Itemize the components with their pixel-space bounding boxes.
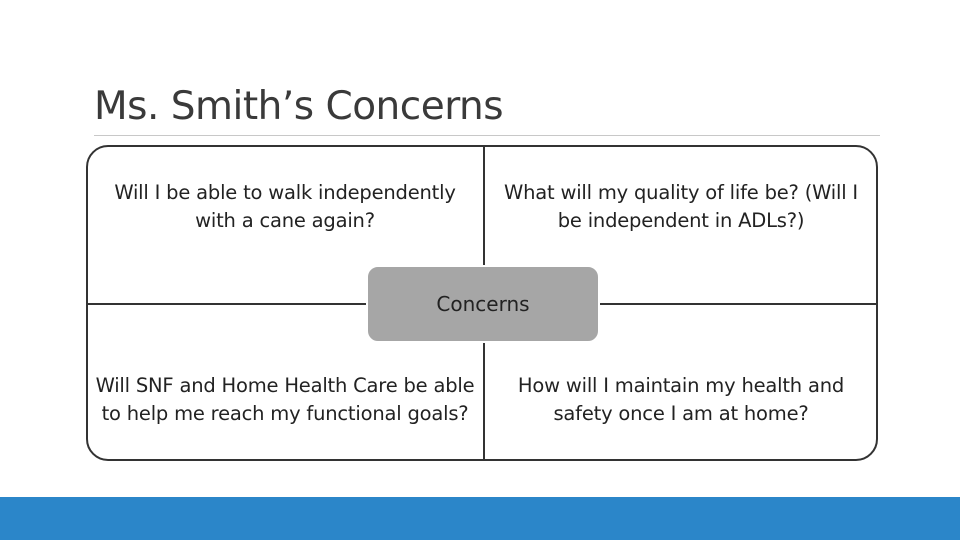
slide-title: Ms. Smith’s Concerns — [94, 84, 504, 129]
quadrant-bottom-right: How will I maintain my health and safety once I am at home? — [517, 374, 845, 425]
quadrant-bottom-left: Will SNF and Home Health Care be able to help me reach my functional goals? — [95, 374, 475, 425]
quadrant-top-left: Will I be able to walk independently with a cane again? — [114, 181, 456, 232]
quadrant-top-right: What will my quality of life be? (Will I be independent in ADLs?) — [504, 181, 858, 232]
title-divider — [94, 135, 880, 136]
footer-accent-bar — [0, 497, 960, 540]
center-concerns-label: Concerns — [366, 265, 600, 343]
